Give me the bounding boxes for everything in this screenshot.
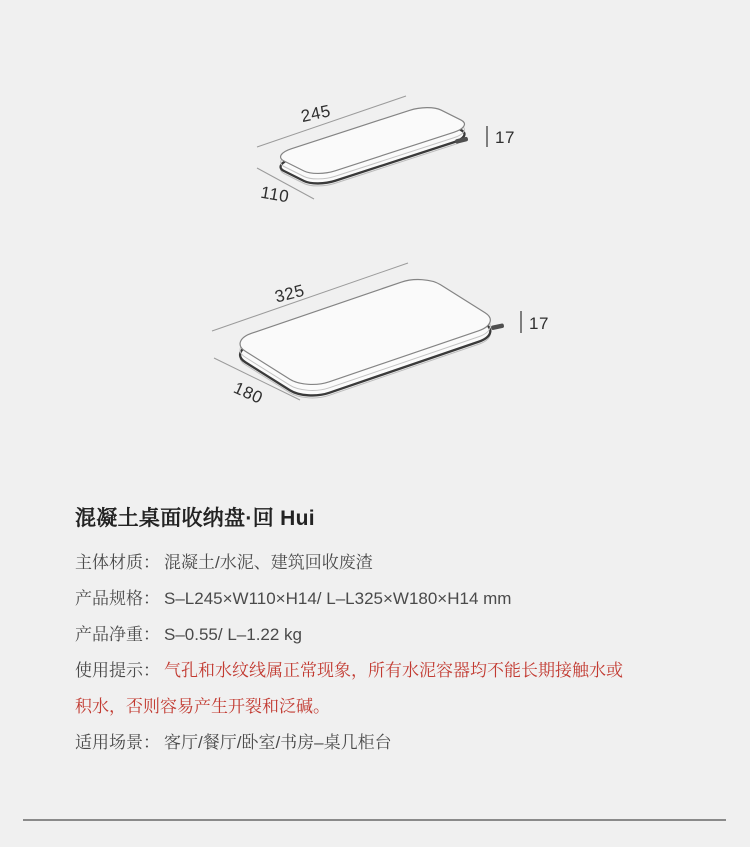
spec-row-size xyxy=(75,581,715,617)
section-divider xyxy=(23,819,726,821)
spec-label-usage-note: 使用提示： xyxy=(75,661,160,680)
small-tray-length-label: 245 xyxy=(299,101,333,127)
spec-label-weight: 产品净重： xyxy=(75,625,160,644)
spec-value-weight: S–0.55/ L–1.22 kg xyxy=(164,625,303,644)
spec-value-material: 混凝土/水泥、建筑回收废渣 xyxy=(164,553,373,572)
spec-list xyxy=(75,545,715,761)
usage-note-line1: 气孔和水纹线属正常现象，所有水泥容器均不能长期接触水或 xyxy=(164,661,623,680)
product-title: 混凝土桌面收纳盘·回 Hui xyxy=(75,507,315,530)
spec-row-weight xyxy=(75,617,715,653)
small-tray-width-label: 110 xyxy=(259,182,291,207)
spec-row-usage-note-continued xyxy=(75,689,715,725)
brand-stamp-icon xyxy=(491,323,505,330)
large-tray-diagram xyxy=(212,263,549,408)
small-tray-diagram xyxy=(257,96,515,206)
large-tray-length-label: 325 xyxy=(272,280,307,307)
spec-label-scene: 适用场景： xyxy=(75,733,160,752)
spec-row-usage-note xyxy=(75,653,715,689)
spec-label-material: 主体材质： xyxy=(75,553,160,572)
spec-row-scene xyxy=(75,725,715,761)
spec-label-size: 产品规格： xyxy=(75,589,160,608)
product-info-block xyxy=(75,502,715,761)
usage-note-line2: 积水，否则容易产生开裂和泛碱。 xyxy=(75,697,330,716)
large-tray-width-label: 180 xyxy=(230,378,266,408)
spec-row-material xyxy=(75,545,715,581)
large-tray-height-label: 17 xyxy=(529,314,549,333)
spec-value-size: S–L245×W110×H14/ L–L325×W180×H14 mm xyxy=(164,589,512,608)
small-tray-height-label: 17 xyxy=(495,128,515,147)
spec-value-scene: 客厅/餐厅/卧室/书房–桌几柜台 xyxy=(164,733,392,752)
